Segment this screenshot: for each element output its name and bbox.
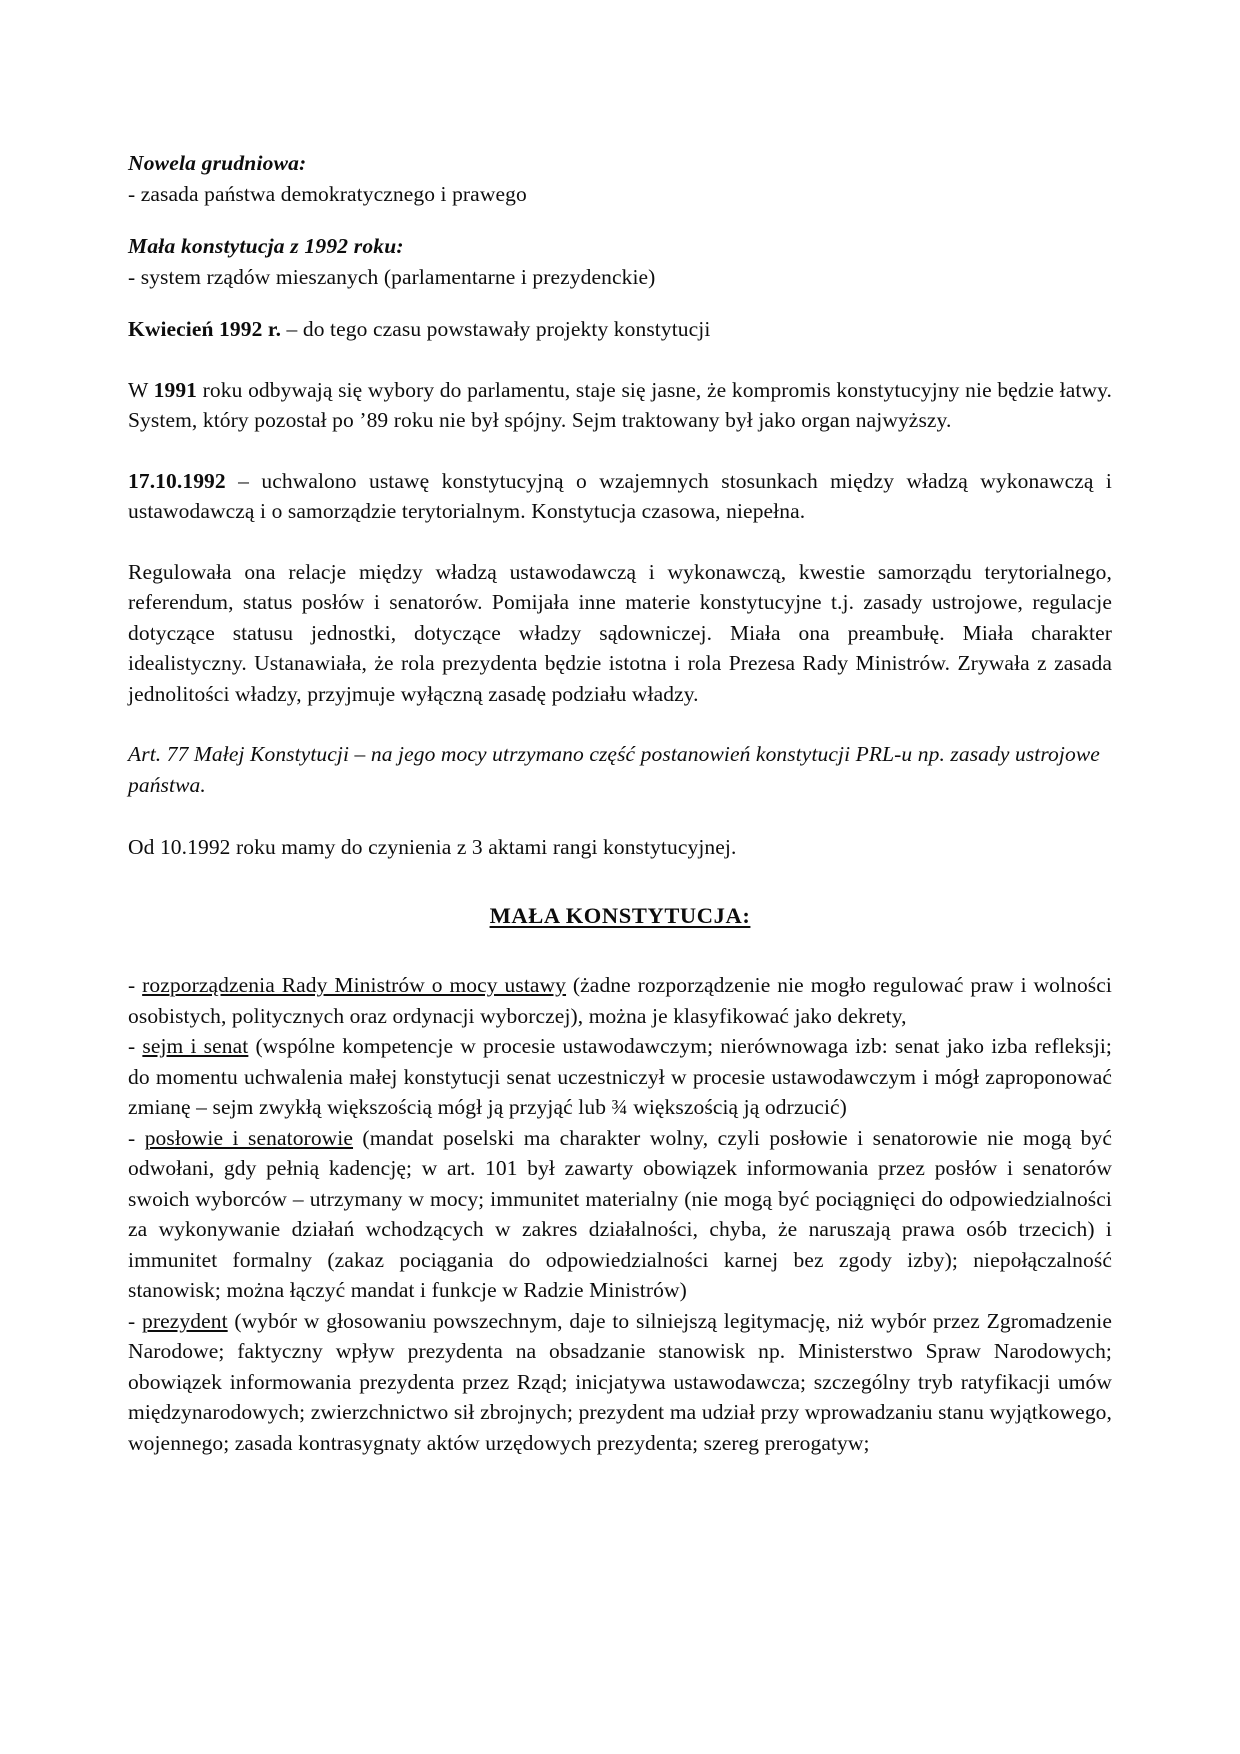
bullet-prezydent — [128, 1306, 1112, 1459]
bullet-term-prezydent: prezydent — [142, 1308, 228, 1333]
bullet-body-prezydent: (wybór w głosowaniu powszechnym, daje to silniejszą legitymację, niż wybór przez Zgromadzenie Narodowe; faktyczny wpływ prezydenta na obsadzanie stanowisk np. Ministerstwo Spraw Narodowych; obowiązek informowania prezydenta przez Rząd; inicjatywa ustawodawcza; szczególny tryb ratyfikacji umów międzynarodowych; zwierzchnictwo sił zbrojnych; prezydent ma udział przy wprowadzaniu stanu wyjątkowego, wojennego; zasada kontrasygnaty aktów urzędowych prezydenta; szereg prerogatyw; — [128, 1308, 1112, 1455]
bullet-marker: - — [128, 973, 143, 998]
paragraph-od-10-1992: Od 10.1992 roku mamy do czynienia z 3 aktami rangi konstytucyjnej. — [128, 834, 737, 859]
data-rest-text: – uchwalono ustawę konstytucyjną o wzajemnych stosunkach między władzą wykonawczą i ustawodawczą i o samorządzie terytorialnym. Konstytucja czasowa, niepełna. — [128, 468, 1112, 524]
spacer — [128, 862, 1112, 900]
spacer — [128, 802, 1112, 832]
list-item-nowela-zasada: - zasada państwa demokratycznego i prawego — [128, 181, 527, 206]
bullet-list — [128, 970, 1112, 1458]
bullet-marker: - — [128, 1308, 142, 1333]
bullet-marker: - — [128, 1034, 143, 1059]
bullet-poslowie-i-senatorowie — [128, 1123, 1112, 1306]
paragraph-art-77: Art. 77 Małej Konstytucji – na jego mocy utrzymano część postanowień konstytucji PRL-u np. zasady ustrojowe państwa. — [128, 742, 1100, 798]
data-bold-lead: 17.10.1992 — [128, 468, 226, 493]
spacer — [128, 436, 1112, 466]
paragraph-17-10-1992 — [128, 466, 1112, 527]
paragraph-kwiecien-1992 — [128, 314, 1112, 345]
spacer — [128, 932, 1112, 970]
w1991-prefix: W — [128, 377, 154, 402]
kwiecien-bold-lead: Kwiecień 1992 r. — [128, 317, 282, 342]
bullet-marker: - — [128, 1125, 145, 1150]
heading-mala-konstytucja-1992: Mała konstytucja z 1992 roku: — [128, 234, 404, 259]
heading-mala-konstytucja-title — [128, 900, 1112, 932]
heading-nowela-grudniowa: Nowela grudniowa: — [128, 151, 307, 175]
paragraph-regulowala-ona-relacje: Regulowała ona relacje między władzą ustawodawczą i wykonawczą, kwestie samorządu terytorialnego, referendum, status posłów i senatorów. Pomijała inne materie konstytucyjne t.j. zasady ustrojowe, regulacje dotyczące statusu jednostki, dotyczące władzy sądowniczej. Miała ona preambułę. Miała charakter idealistyczny. Ustanawiała, że rola prezydenta będzie istotna i rola Prezesa Rady Ministrów. Zrywała z zasada jednolitości władzy, przyjmuje wyłączną zasadę podziału władzy. — [128, 559, 1112, 706]
paragraph-w-1991-roku — [128, 375, 1112, 436]
bullet-term-poslowie-i-senatorowie: posłowie i senatorowie — [144, 1125, 354, 1150]
heading-mala-konstytucja-underlined: MAŁA KONSTYTUCJA: — [489, 903, 751, 929]
kwiecien-rest-text: – do tego czasu powstawały projekty konstytucji — [281, 317, 711, 342]
spacer — [128, 709, 1112, 739]
bullet-rozporzadzenia — [128, 970, 1112, 1031]
bullet-sejm-i-senat — [128, 1031, 1112, 1123]
spacer — [128, 527, 1112, 557]
w1991-rest-text: roku odbywają się wybory do parlamentu, staje się jasne, że kompromis konstytucyjny nie będzie łatwy. System, który pozostał po ’89 roku nie był spójny. Sejm traktowany był jako organ najwyższy. — [128, 377, 1112, 433]
spacer — [128, 345, 1112, 375]
bullet-body-rozporzadzenia: (żadne rozporządzenie nie mogło regulować praw i wolności osobistych, politycznych oraz ordynacji wyborczej), można je klasyfikować jako dekrety, — [128, 973, 1112, 1028]
spacer — [128, 292, 1112, 314]
bullet-body-sejm-i-senat: (wspólne kompetencje w procesie ustawodawczym; nierównowaga izb: senat jako izba refleksji; do momentu uchwalenia małej konstytucji senat uczestniczył w procesie ustawodawczym i mógł zaproponować zmianę – sejm zwykłą większością mógł ją przyjąć lub ¾ większością ją odrzucić) — [128, 1034, 1112, 1120]
bullet-body-poslowie-i-senatorowie: (mandat poselski ma charakter wolny, czyli posłowie i senatorowie nie mogą być odwołani, gdy pełnią kadencję; w art. 101 był zawarty obowiązek informowania przez posłów i senatorów swoich wyborców – utrzymany w mocy; immunitet materialny (nie mogą być pociągnięci do odpowiedzialności za wykonywanie działań wchodzących w zakres działalności, chyba, że naruszają prawa osób trzecich) i immunitet formalny (zakaz pociągania do odpowiedzialności karnej bez zgody izby); niepołączalność stanowisk; można łączyć mandat i funkcje w Radzie Ministrów) — [128, 1125, 1112, 1303]
bullet-term-rozporzadzenia: rozporządzenia Rady Ministrów o mocy ustawy — [142, 973, 567, 998]
w1991-bold-year: 1991 — [153, 377, 198, 402]
bullet-term-sejm-i-senat: sejm i senat — [142, 1034, 249, 1059]
spacer — [128, 209, 1112, 231]
document-body — [128, 148, 1112, 1458]
list-item-system-rzadow: - system rządów mieszanych (parlamentarne i prezydenckie) — [128, 264, 656, 289]
